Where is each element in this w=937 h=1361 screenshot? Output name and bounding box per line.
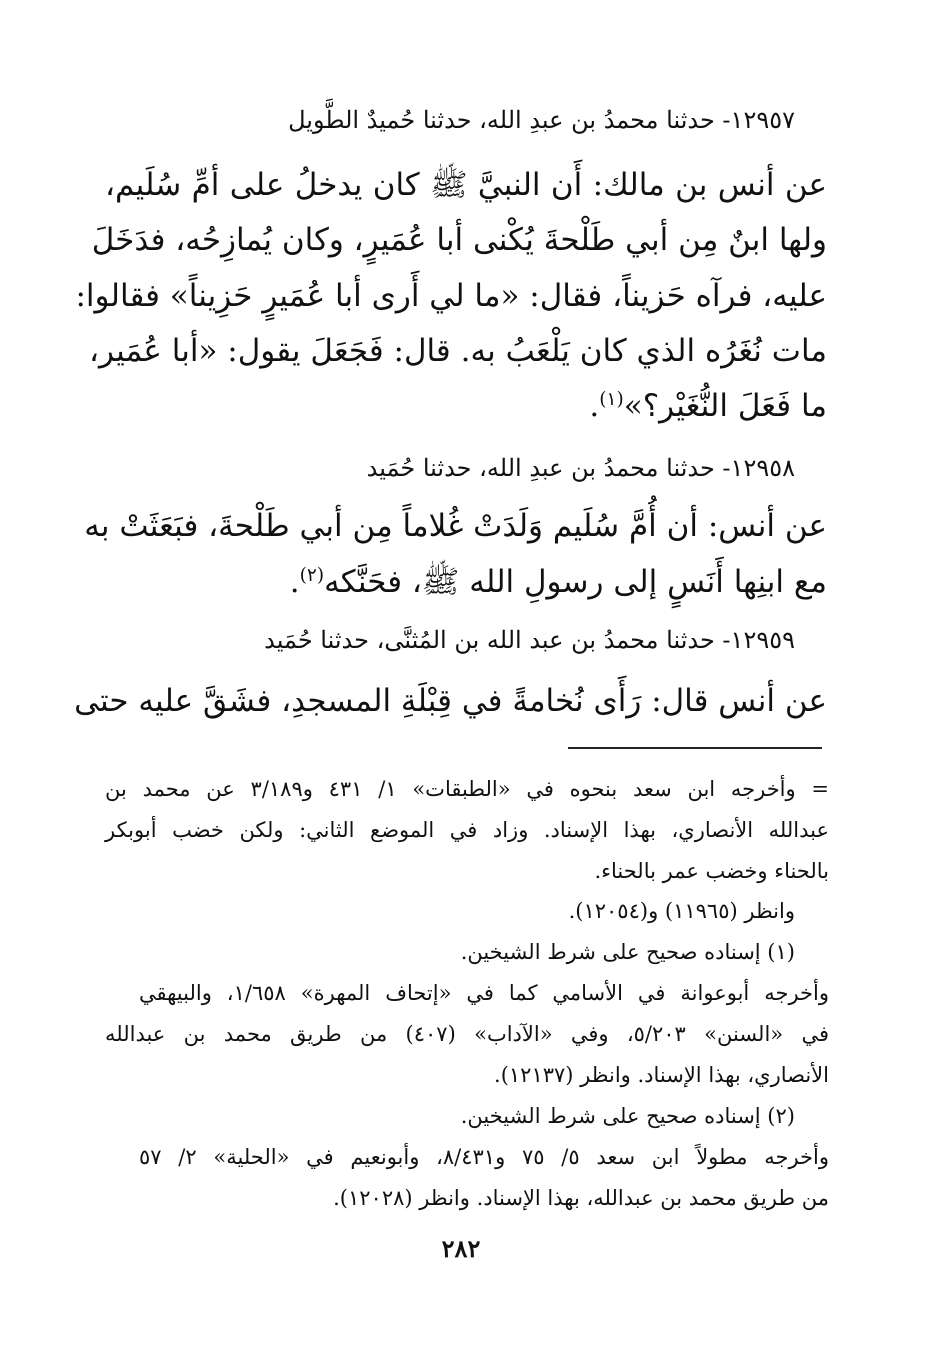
footnote-ref-1: (١) (599, 388, 624, 410)
footnote-line-9: (٢) إسناده صحيح على شرط الشيخين. (460, 1104, 795, 1128)
hadith-12957-line-4: مات نُغَرُه الذي كان يَلْعَبُ به. قال: فَجَعَلَ يقول: «أبا عُمَير، (89, 333, 827, 369)
footnote-separator (568, 747, 822, 749)
footnote-line-1: = وأخرجه ابن سعد بنحوه في «الطبقات» ١/ ٤٣١ و٣/١٨٩ عن محمد بن (105, 777, 829, 801)
hadith-12957-chain: ١٢٩٥٧- حدثنا محمدُ بن عبدِ الله، حدثنا حُميدٌ الطَّويل (288, 106, 795, 134)
footnote-line-11: من طريق محمد بن عبدالله، بهذا الإسناد. وانظر (١٢٠٢٨). (333, 1186, 829, 1210)
footnote-ref-2: (٢) (299, 564, 325, 586)
hadith-12959-chain: ١٢٩٥٩- حدثنا محمدُ بن عبد الله بن المُثنَّى، حدثنا حُمَيد (264, 626, 795, 654)
footnote-line-6: وأخرجه أبوعوانة في الأسامي كما في «إتحاف المهرة» ١/٦٥٨، والبيهقي (139, 981, 829, 1005)
footnote-line-4: وانظر (١١٩٦٥) و(١٢٠٥٤). (568, 899, 795, 923)
footnote-line-5: (١) إسناده صحيح على شرط الشيخين. (460, 940, 795, 964)
hadith-12959-line-1: عن أنس قال: رَأَى نُخامةً في قِبْلَةِ المسجدِ، فشَقَّ عليه حتى (74, 683, 827, 719)
footnote-line-2: عبدالله الأنصاري، بهذا الإسناد. وزاد في الموضع الثاني: ولكن خضب أبوبكر (105, 818, 829, 842)
hadith-12958-line-2 (290, 563, 827, 608)
hadith-12957-line-5 (589, 388, 827, 424)
footnote-line-8: الأنصاري، بهذا الإسناد. وانظر (١٢١٣٧). (494, 1063, 829, 1087)
footnote-line-7: في «السنن» ٥/٢٠٣، وفي «الآداب» (٤٠٧) من طريق محمد بن عبدالله (105, 1022, 829, 1046)
footnote-line-10: وأخرجه مطولاً ابن سعد ٥/ ٧٥ و٨/٤٣١، وأبونعيم في «الحلية» ٢/ ٥٧ (139, 1145, 830, 1169)
hadith-12958-chain: ١٢٩٥٨- حدثنا محمدُ بن عبدِ الله، حدثنا حُمَيد (366, 454, 795, 482)
hadith-12957-last-text: ما فَعَلَ النُّغَيْر؟» (623, 388, 827, 424)
hadith-12957-line-2: ولها ابنٌ مِن أبي طَلْحةَ يُكْنى أبا عُمَيرٍ، وكان يُمازِحُه، فدَخَلَ (91, 222, 827, 258)
hadith-12958-line-1: عن أنس: أن أُمَّ سُلَيم وَلَدَتْ غُلاماً مِن أبي طَلْحةَ، فبَعَثَتْ به (84, 508, 827, 544)
hadith-12957-end-stop: . (589, 388, 600, 424)
hadith-12958-last-text: مع ابنِها أَنَسٍ إلى رسولِ الله ﷺ، فحَنَّكه (324, 564, 827, 600)
hadith-12958-end-stop: . (289, 564, 300, 600)
hadith-12957-line-3: عليه، فرآه حَزيناً، فقال: «ما لي أَرى أبا عُمَيرٍ حَزِيناً» فقالوا: (75, 278, 827, 314)
page-number: ٢٨٢ (441, 1234, 481, 1263)
hadith-12957-line-1: عن أنس بن مالك: أَن النبيَّ ﷺ كان يدخلُ على أمِّ سُلَيم، (105, 167, 827, 203)
footnote-line-3: بالحناء وخضب عمر بالحناء. (594, 859, 829, 883)
